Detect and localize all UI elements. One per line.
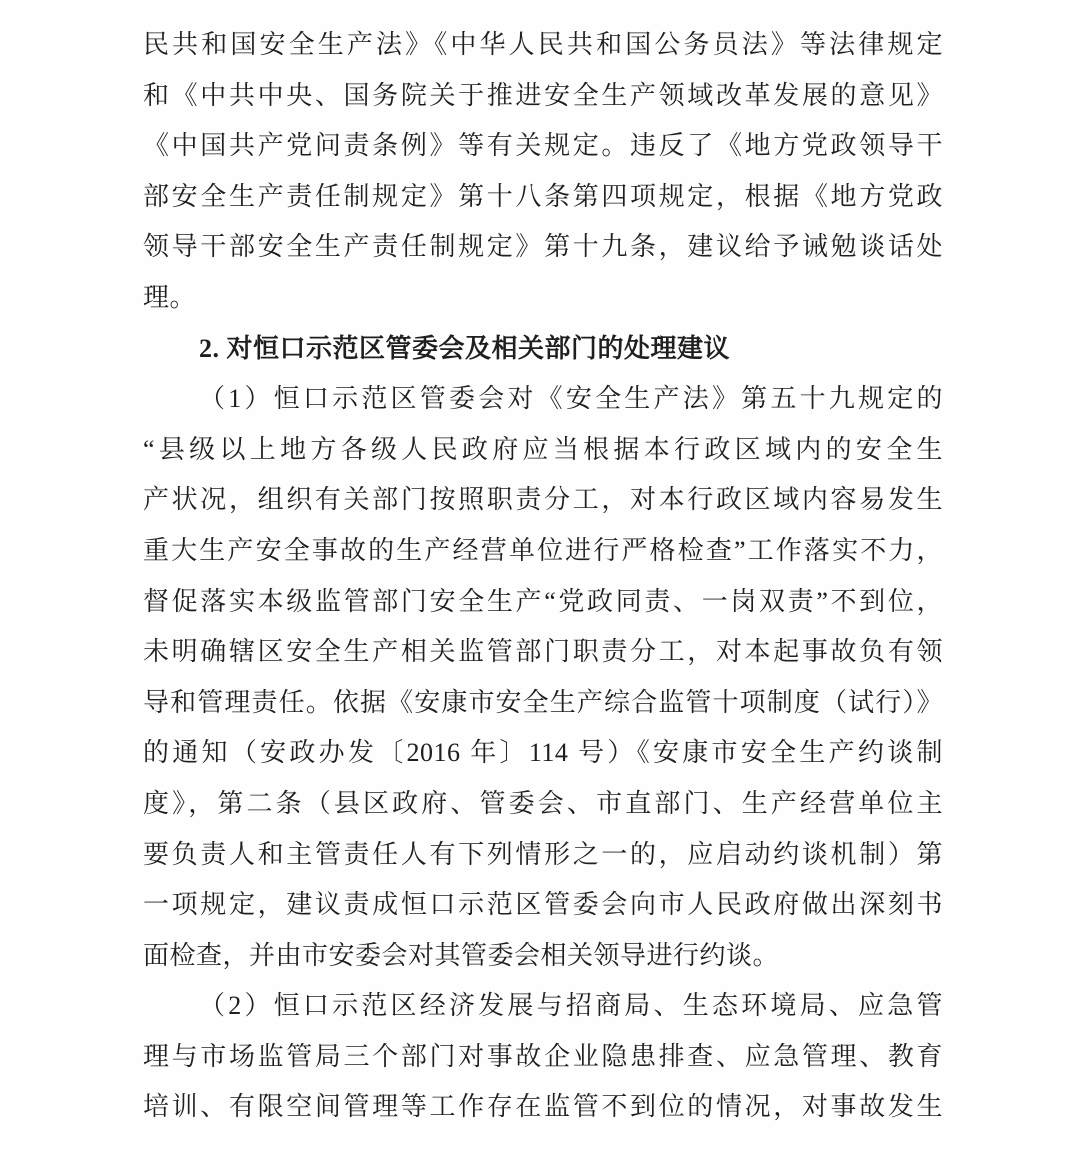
text-line: 度》，第二条（县区政府、管委会、市直部门、生产经营单位主 [143, 788, 943, 818]
text-line: 未明确辖区安全生产相关监管部门职责分工，对本起事故负有领 [143, 637, 943, 667]
text-line: 理与市场监管局三个部门对事故企业隐患排查、应急管理、教育 [143, 1041, 943, 1071]
text-line: “县级以上地方各级人民政府应当根据本行政区域内的安全生 [143, 434, 943, 464]
text-line: （1）恒口示范区管委会对《安全生产法》第五十九规定的 [199, 384, 943, 414]
text-line: 理。 [143, 282, 197, 312]
text-line: 面检查，并由市安委会对其管委会相关领导进行约谈。 [143, 940, 780, 970]
text-line: （2）恒口示范区经济发展与招商局、生态环境局、应急管 [199, 991, 943, 1021]
text-line: 导和管理责任。依据《安康市安全生产综合监管十项制度（试行）》 [143, 687, 943, 717]
text-line: 《中国共产党问责条例》等有关规定。违反了《地方党政领导干 [143, 131, 943, 161]
text-line: 产状况，组织有关部门按照职责分工，对本行政区域内容易发生 [143, 485, 943, 515]
text-line: 民共和国安全生产法》《中华人民共和国公务员法》等法律规定 [143, 30, 943, 59]
text-line: 一项规定，建议责成恒口示范区管委会向市人民政府做出深刻书 [143, 890, 943, 920]
text-line: 督促落实本级监管部门安全生产“党政同责、一岗双责”不到位， [143, 586, 943, 616]
text-line: 要负责人和主管责任人有下列情形之一的，应启动约谈机制）第 [143, 839, 943, 869]
section-heading: 2. 对恒口示范区管委会及相关部门的处理建议 [199, 333, 731, 363]
text-line: 的通知（安政办发〔2016 年〕114 号）《安康市安全生产约谈制 [143, 738, 943, 768]
text-line: 培训、有限空间管理等工作存在监管不到位的情况，对事故发生 [143, 1092, 943, 1122]
text-line: 领导干部安全生产责任制规定》第十九条，建议给予诫勉谈话处 [143, 232, 943, 262]
text-line: 重大生产安全事故的生产经营单位进行严格检查”工作落实不力， [143, 535, 943, 565]
text-block [143, 20, 943, 1133]
text-line: 部安全生产责任制规定》第十八条第四项规定，根据《地方党政 [143, 181, 943, 211]
text-line: 和《中共中央、国务院关于推进安全生产领域改革发展的意见》 [143, 80, 943, 110]
